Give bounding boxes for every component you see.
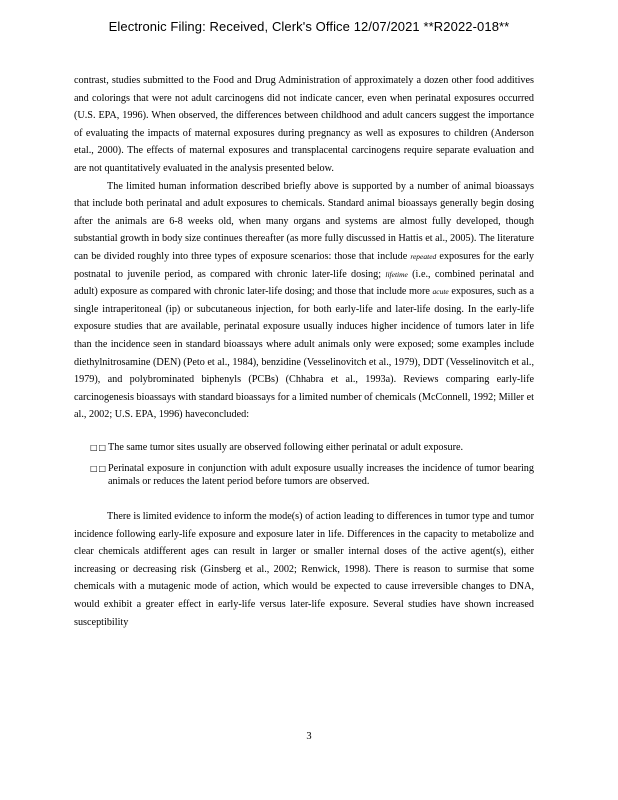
paragraph-2-part-d: exposures, such as a single intraperitoneal (ip) or subcutaneous injection, for both early-life and later-life dosing. In the early-life exposure studies that are available, perinatal exposure usually induces higher incidence of tumors later in life than the incidence seen in standard bioassays where adult animals only were exposed; some examples include diethylnitrosamine (DEN) (Peto et al., 1984), benzidine (Vesselinovitch et al., 1979), DDT (Vesselinovitch et al., 1979), and polybrominated biphenyls (PCBs) (Chhabra et al., 1993a). Reviews comparing early-life carcinogenesis bioassays with standard bioassays for a limited number of chemicals (McConnell, 1992; Miller et al., 2002; U.S. EPA, 1996) haveconcluded: [74,286,534,421]
filing-header: Electronic Filing: Received, Clerk's Office 12/07/2021 **R2022-018** [108,19,510,34]
paragraph-3: There is limited evidence to inform the mode(s) of action leading to differences in tumor type and tumor incidence following early-life exposure and exposure later in life. Differences in the capacity to metabolize and clear chemicals atdifferent ages can result in larger or smaller internal doses of the active agent(s), either increasing or decreasing risk (Ginsberg et al., 2002; Renwick, 1998). There is reason to surmise that some chemicals with a mutagenic mode of action, which would be expected to cause irreversible changes to DNA, would exhibit a greater effect in early-life versus later-life exposure. Several studies have shown increased susceptibility [74,511,534,628]
italic-term-acute: acute [432,287,449,297]
italic-term-lifetime: lifetime [385,269,408,279]
list-item-text: The same tumor sites usually are observed following either perinatal or adult exposure. [108,441,464,453]
list-item [74,463,534,488]
list-item-text: Perinatal exposure in conjunction with adult exposure usually increases the incidence of tumor bearing animals or reduces the latent period before tumors are observed. [108,463,534,487]
italic-term-repeated: repeated [410,251,437,261]
paragraph-2-part-b: exposures for the early postnatal to juvenile period, as compared with chronic later-life dosing; [74,250,534,280]
paragraph-1: contrast, studies submitted to the Food and Drug Administration of approximately a dozen other food additives and colorings that were not adult carcinogens did not indicate cancer, even when perinatal exposures occurred (U.S. EPA, 1996). When observed, the differences between childhood and adult cancers suggest the importance of evaluating the impacts of maternal exposures during pregnancy as well as exposures to children (Anderson etal., 2000). The effects of maternal exposures and transplacental carcinogens require separate evaluation and are not quantitatively evaluated in the analysis presented below. [74,75,534,174]
bullet-box-icon: □□ [90,464,108,474]
paragraph-2-part-a: The limited human information described briefly above is supported by a number of animal bioassays that include both perinatal and adult exposures to chemicals. Standard animal bioassays generally begin dosing after the animals are 6-8 weeks old, when many organs and systems are almost fully developed, though substantial growth in body size continues thereafter (as more fully discussed in Hattis et al., 2005). The literature can be divided roughly into three types of exposure scenarios: those that include [74,180,534,262]
page-number: 3 [306,731,312,742]
paragraph-2 [74,178,534,424]
document-body [74,72,534,631]
list-item [74,442,534,454]
conclusion-list [74,442,534,488]
bullet-box-icon: □□ [90,442,108,452]
paragraph-2-part-c: (i.e., combined perinatal and adult) exposure as compared with chronic later-life dosing; and those that include more [74,268,534,298]
